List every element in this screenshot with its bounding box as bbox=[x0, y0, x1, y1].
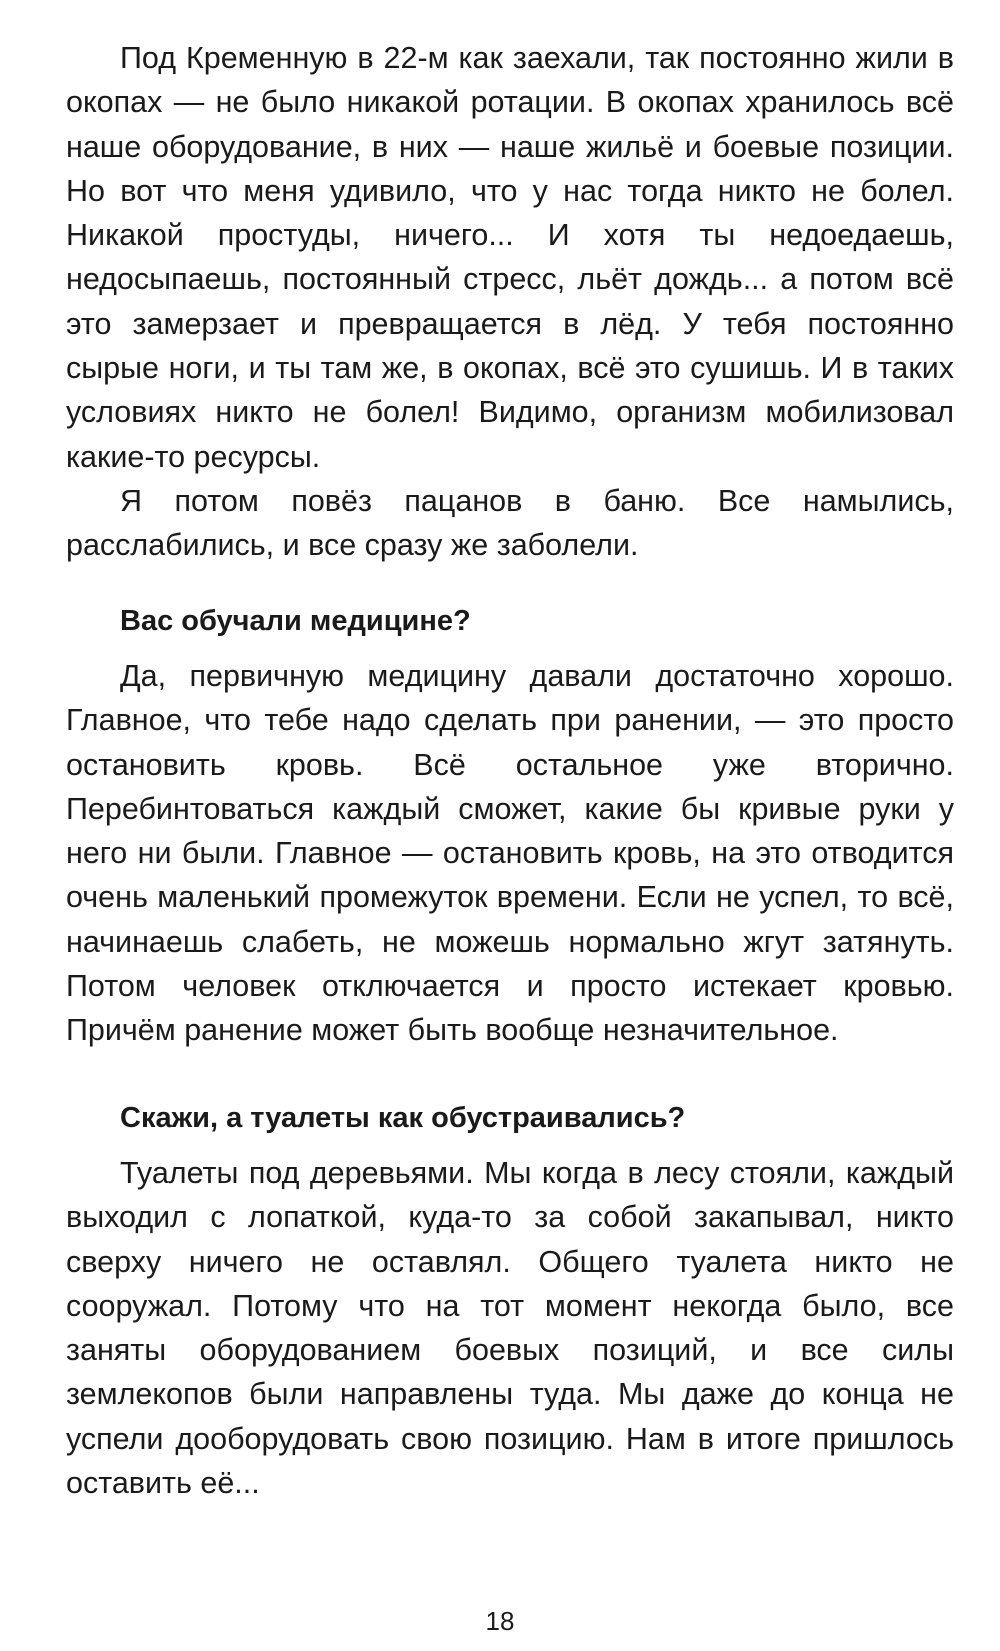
page-number: 18 bbox=[485, 1606, 515, 1636]
answer-medicine bbox=[66, 654, 954, 1053]
paragraph-toilets: Туалеты под деревьями. Мы когда в лесу стояли, каждый выходил с лопаткой, куда-то за собой закапывал, никто сверху ничего не оставлял. Общего туалета никто не сооружал. Потому что на тот момент некогда было, все заняты оборудованием боевых позиций, и все силы землекопов были направлены туда. Мы даже до конца не успели дооборудовать свою позицию. Нам в итоге пришлось оставить её... bbox=[66, 1156, 954, 1501]
answer-toilets bbox=[66, 1151, 954, 1505]
intro-text bbox=[66, 36, 954, 568]
question-toilets-heading: Скажи, а туалеты как обустраивались? bbox=[120, 1102, 686, 1134]
question-medicine-heading: Вас обучали медицине? bbox=[120, 605, 471, 637]
paragraph-medicine: Да, первичную медицину давали достаточно хорошо. Главное, что тебе надо сделать при ранении, — это просто остановить кровь. Всё остальное уже вторично. Перебинтоваться каждый сможет, какие бы кривые руки у него ни были. Главное — остановить кровь, на это отводится очень маленький промежуток времени. Если не успел, то всё, начинаешь слабеть, не можешь нормально жгут затянуть. Потом человек отключается и просто истекает кровью. Причём ранение может быть вообще незначительное. bbox=[66, 659, 954, 1048]
paragraph-trenches: Под Кременную в 22-м как заехали, так постоянно жили в окопах — не было никакой ротации. В окопах хранилось всё наше оборудование, в них — наше жильё и боевые позиции. Но вот что меня удивило, что у нас тогда никто не болел. Никакой простуды, ничего... И хотя ты недоедаешь, недосыпаешь, постоянный стресс, льёт дождь... а потом всё это замерзает и превращается в лёд. У тебя постоянно сырые ноги, и ты там же, в окопах, всё это сушишь. И в таких условиях никто не болел! Видимо, организм мобилизовал какие-то ресурсы. bbox=[66, 41, 954, 474]
paragraph-bathhouse: Я потом повёз пацанов в баню. Все намылись, расслабились, и все сразу же заболели. bbox=[66, 483, 954, 563]
